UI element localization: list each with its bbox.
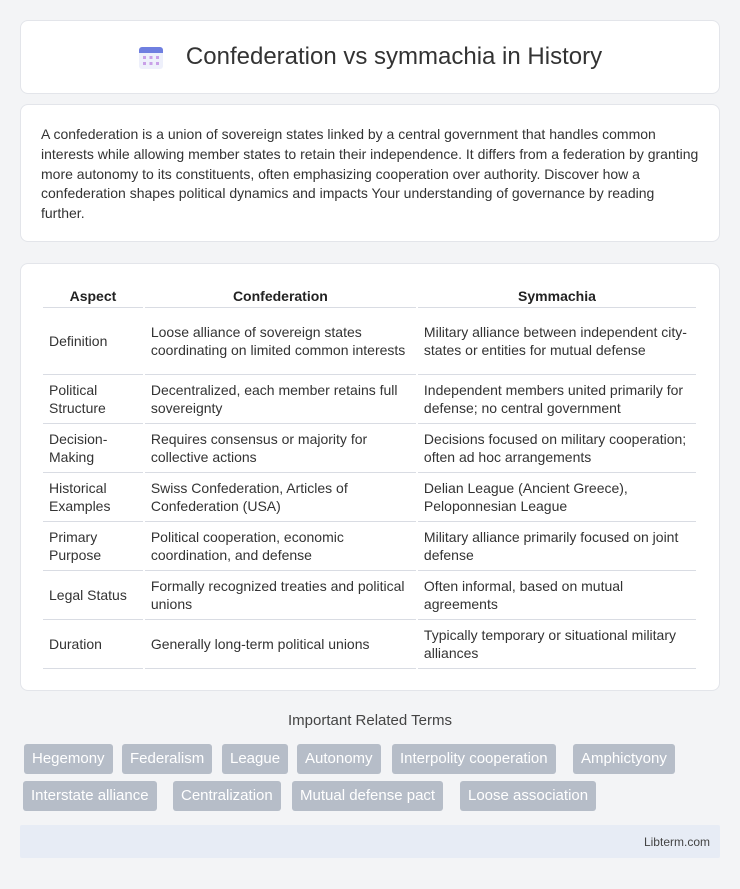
- comparison-table-card: [20, 263, 720, 691]
- tag-interstate-alliance[interactable]: Interstate alliance: [23, 781, 157, 811]
- table-cell: Typically temporary or situational military alliances: [418, 620, 696, 669]
- table-row: [43, 375, 696, 424]
- table-cell: Historical Examples: [43, 473, 143, 522]
- table-cell: Delian League (Ancient Greece), Peloponnesian League: [418, 473, 696, 522]
- table-cell: Formally recognized treaties and political unions: [145, 571, 416, 620]
- table-cell: Generally long-term political unions: [145, 620, 416, 669]
- tag-centralization[interactable]: Centralization: [173, 781, 281, 811]
- intro-text: A confederation is a union of sovereign states linked by a central government that handles common interests while allowing member states to retain their independence. It differs from a federation by granting more autonomy to its constituents, often emphasizing cooperation over authority. Discover how a confederation shapes political dynamics and impacts Your understanding of governance by reading further.: [41, 126, 699, 222]
- table-cell: Primary Purpose: [43, 522, 143, 571]
- header-confederation: Confederation: [145, 285, 416, 308]
- table-cell: Political cooperation, economic coordination, and defense: [145, 522, 416, 571]
- tag-hegemony[interactable]: Hegemony: [24, 744, 113, 774]
- page-title: Confederation vs symmachia in History: [185, 43, 603, 70]
- table-cell: Political Structure: [43, 375, 143, 424]
- related-terms-title: Important Related Terms: [288, 712, 452, 729]
- header-aspect: Aspect: [43, 285, 143, 308]
- table-cell: Legal Status: [43, 571, 143, 620]
- table-row: [43, 308, 696, 375]
- table-cell: Decisions focused on military cooperation; often ad hoc arrangements: [418, 424, 696, 473]
- table-header-row: [43, 285, 696, 308]
- tag-loose-association[interactable]: Loose association: [460, 781, 596, 811]
- table-cell: Often informal, based on mutual agreements: [418, 571, 696, 620]
- tag-autonomy[interactable]: Autonomy: [297, 744, 381, 774]
- table-row: [43, 620, 696, 669]
- table-cell: Military alliance primarily focused on joint defense: [418, 522, 696, 571]
- table-cell: Swiss Confederation, Articles of Confederation (USA): [145, 473, 416, 522]
- table-row: [43, 571, 696, 620]
- tag-federalism[interactable]: Federalism: [122, 744, 212, 774]
- footer-site-link[interactable]: Libterm.com: [643, 835, 710, 849]
- table-row: [43, 424, 696, 473]
- footer: [20, 825, 720, 858]
- calendar-grid-icon: [138, 44, 164, 70]
- tag-league[interactable]: League: [222, 744, 288, 774]
- table-cell: Duration: [43, 620, 143, 669]
- table-cell: Decentralized, each member retains full sovereignty: [145, 375, 416, 424]
- table-cell: Military alliance between independent city-states or entities for mutual defense: [418, 308, 696, 375]
- comparison-table: [41, 285, 698, 669]
- intro-card: [20, 104, 720, 242]
- table-cell: Decision-Making: [43, 424, 143, 473]
- table-cell: Definition: [43, 308, 143, 375]
- table-cell: Independent members united primarily for defense; no central government: [418, 375, 696, 424]
- table-row: [43, 473, 696, 522]
- table-cell: Requires consensus or majority for collective actions: [145, 424, 416, 473]
- header-symmachia: Symmachia: [418, 285, 696, 308]
- table-cell: Loose alliance of sovereign states coordinating on limited common interests: [145, 308, 416, 375]
- table-row: [43, 522, 696, 571]
- tag-interpolity-cooperation[interactable]: Interpolity cooperation: [392, 744, 556, 774]
- tag-mutual-defense-pact[interactable]: Mutual defense pact: [292, 781, 443, 811]
- tag-amphictyony[interactable]: Amphictyony: [573, 744, 675, 774]
- title-card: [20, 20, 720, 94]
